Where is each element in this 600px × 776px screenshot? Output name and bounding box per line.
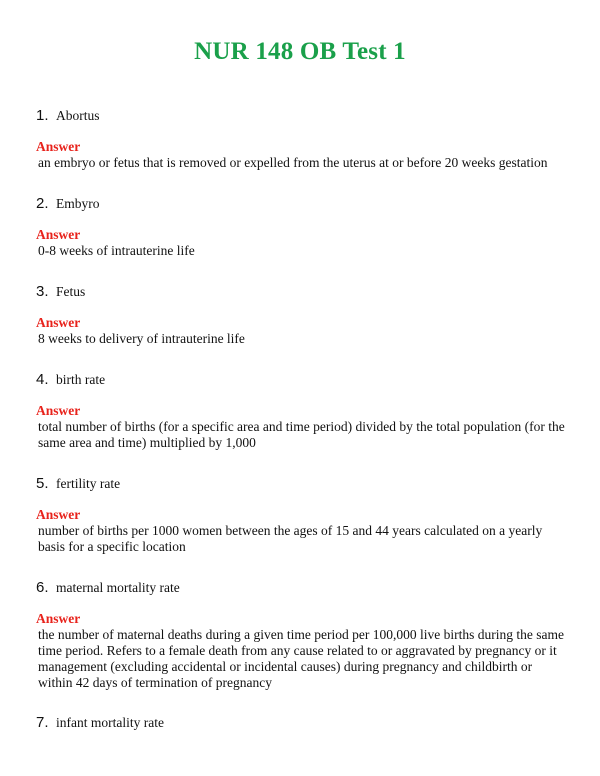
answer-text: total number of births (for a specific area and time period) divided by the total population (for the same area and time) multiplied by 1,000	[38, 419, 565, 450]
answer-label: Answer	[36, 139, 81, 154]
question-item	[36, 283, 566, 347]
answer-text: 0-8 weeks of intrauterine life	[38, 243, 195, 258]
question-row	[36, 195, 566, 215]
question-item	[36, 475, 566, 555]
answer-label: Answer	[36, 227, 81, 242]
question-term: infant mortality rate	[56, 715, 164, 730]
answer-label: Answer	[36, 611, 81, 626]
answer-text: an embryo or fetus that is removed or expelled from the uterus at or before 20 weeks gestation	[38, 155, 548, 170]
answer-text: the number of maternal deaths during a given time period per 100,000 live births during the same time period. Refers to a female death from any cause related to or aggravated by pregnancy or it management (excluding accidental or incidental causes) during pregnancy and childbirth or within 42 days of termination of pregnancy	[38, 627, 564, 690]
question-item	[36, 107, 566, 171]
question-term: Embyro	[56, 196, 100, 211]
question-item	[36, 195, 566, 259]
question-term: Abortus	[56, 108, 100, 123]
answer-text: number of births per 1000 women between the ages of 15 and 44 years calculated on a yearly basis for a specific location	[38, 523, 543, 554]
question-number: 3.	[36, 283, 49, 300]
page-title: NUR 148 OB Test 1	[194, 38, 406, 65]
question-number: 2.	[36, 195, 49, 212]
question-number: 5.	[36, 475, 49, 492]
question-item	[36, 714, 566, 734]
answer-label: Answer	[36, 315, 81, 330]
question-row	[36, 371, 566, 391]
question-row	[36, 579, 566, 599]
question-number: 6.	[36, 579, 49, 596]
question-item	[36, 371, 566, 451]
answer-text: 8 weeks to delivery of intrauterine life	[38, 331, 245, 346]
answer-label: Answer	[36, 507, 81, 522]
question-row	[36, 714, 566, 734]
question-number: 7.	[36, 714, 49, 731]
question-term: maternal mortality rate	[56, 580, 180, 595]
question-row	[36, 475, 566, 495]
question-term: birth rate	[56, 372, 106, 387]
question-item	[36, 579, 566, 691]
question-row	[36, 107, 566, 127]
question-number: 4.	[36, 371, 49, 388]
question-number: 1.	[36, 107, 49, 124]
question-row	[36, 283, 566, 303]
answer-label: Answer	[36, 403, 81, 418]
question-term: Fetus	[56, 284, 86, 299]
question-term: fertility rate	[56, 476, 121, 491]
